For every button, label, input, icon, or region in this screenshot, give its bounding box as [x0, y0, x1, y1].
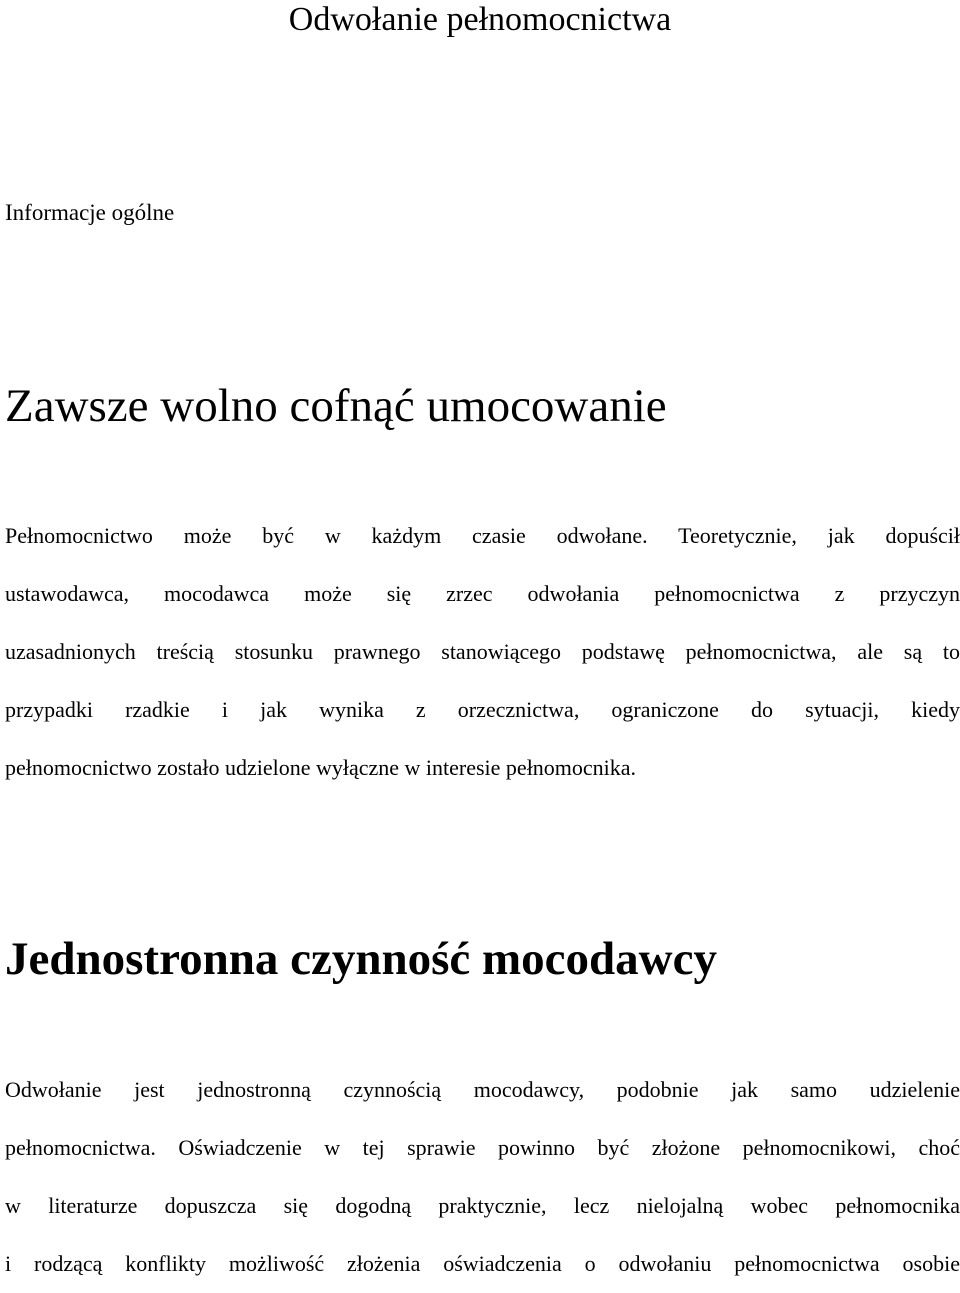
section-label: Informacje ogólne [5, 200, 175, 225]
paragraph-line: i rodzącą konflikty możliwość złożenia oświadczenia o odwołaniu pełnomocnictwa osobie [5, 1251, 960, 1276]
paragraph-jednostronna-czynnosc [5, 1061, 960, 1293]
paragraph-line: Odwołanie jest jednostronną czynnością mocodawcy, podobnie jak samo udzielenie [5, 1077, 960, 1102]
page-title: Odwołanie pełnomocnictwa [288, 1, 672, 38]
paragraph-line: uzasadnionych treścią stosunku prawnego stanowiącego podstawę pełnomocnictwa, ale są to [5, 639, 960, 664]
paragraph-line: w literaturze dopuszcza się dogodną praktycznie, lecz nielojalną wobec pełnomocnika [5, 1193, 960, 1218]
paragraph-line: pełnomocnictwo zostało udzielone wyłączne w interesie pełnomocnika. [5, 755, 637, 780]
paragraph-line: przypadki rzadkie i jak wynika z orzecznictwa, ograniczone do sytuacji, kiedy [5, 697, 960, 722]
paragraph-line: ustawodawca, mocodawca może się zrzec odwołania pełnomocnictwa z przyczyn [5, 581, 960, 606]
section-heading-czynnosc: Jednostronna czynność mocodawcy [5, 933, 717, 985]
paragraph-odwolanie-info [5, 507, 960, 797]
paragraph-line: Pełnomocnictwo może być w każdym czasie odwołane. Teoretycznie, jak dopuścił [5, 523, 960, 548]
paragraph-line: pełnomocnictwa. Oświadczenie w tej sprawie powinno być złożone pełnomocnikowi, choć [5, 1135, 960, 1160]
section-heading-umocowanie: Zawsze wolno cofnąć umocowanie [5, 380, 667, 432]
